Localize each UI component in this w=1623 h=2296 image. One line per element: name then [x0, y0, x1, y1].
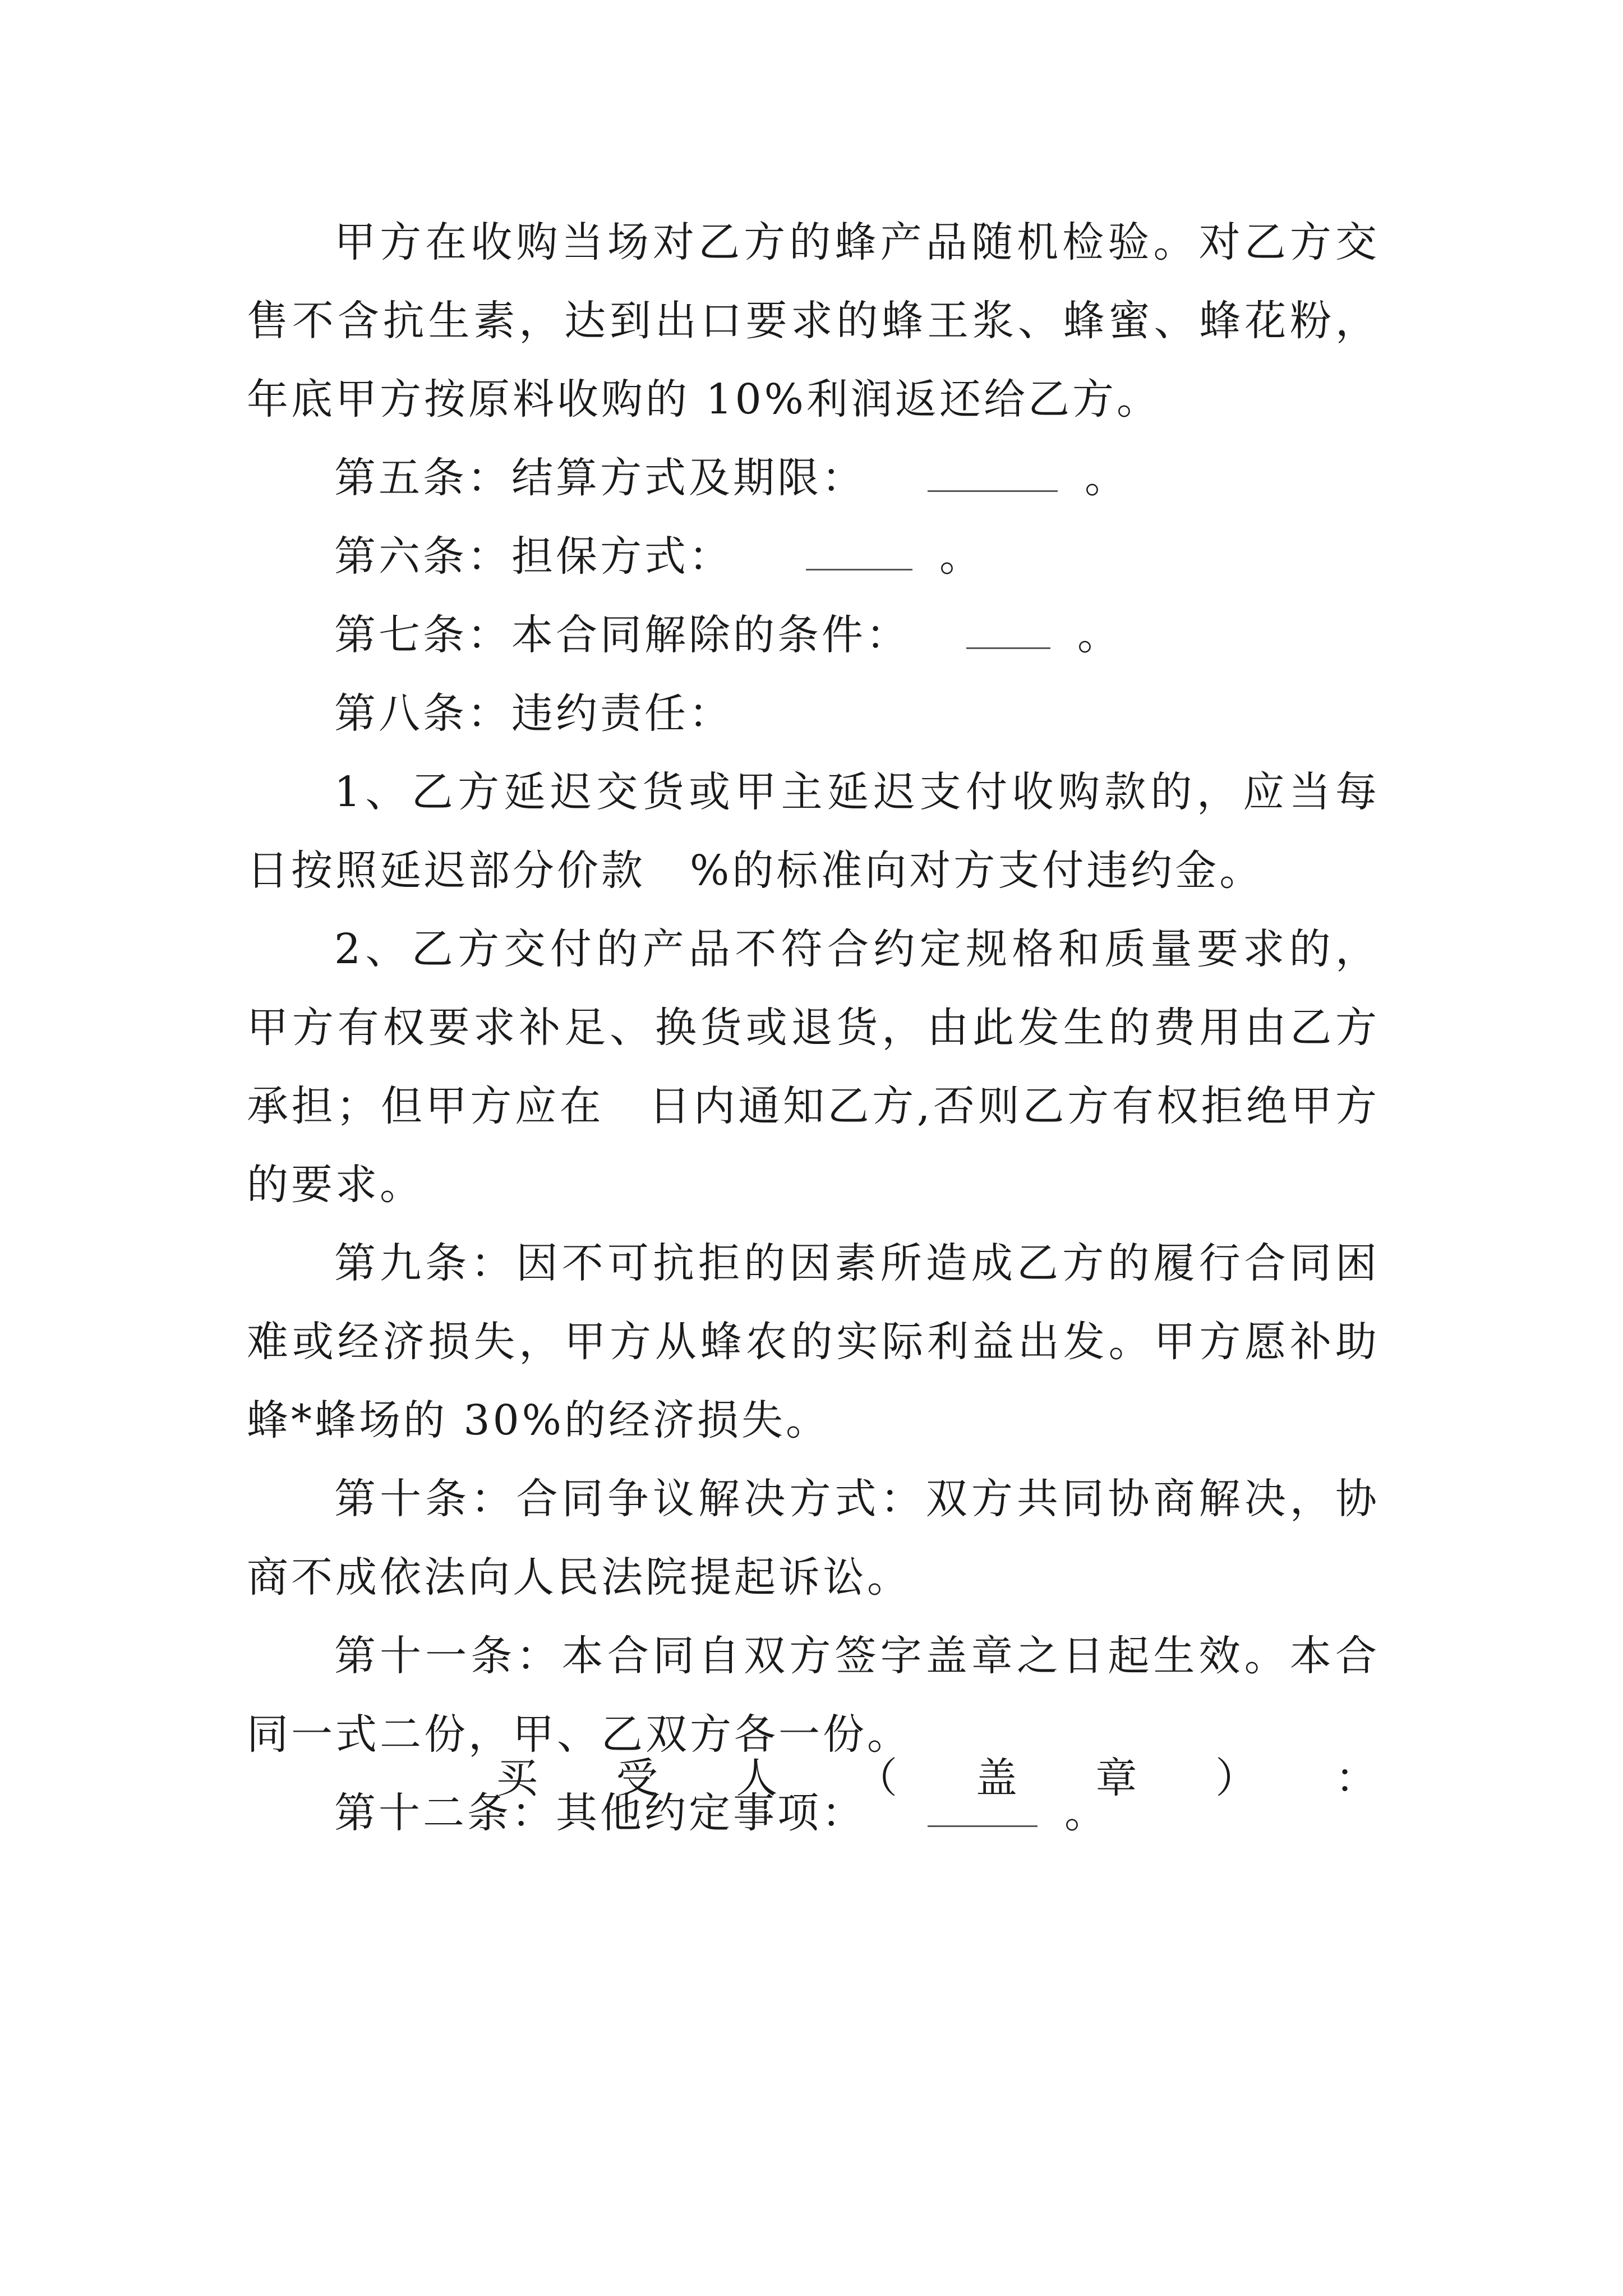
paragraph-quality-inspection: 甲方在收购当场对乙方的蜂产品随机检验。对乙方交售不含抗生素，达到出口要求的蜂王浆、蜂蜜、蜂花粉，年底甲方按原料收购的 10%利润返还给乙方。 [247, 218, 1380, 424]
liability-clause-1: 1、乙方延迟交货或甲主延迟支付收购款的，应当每日按照延迟部分价款 %的标准向对方支付违约金。 [247, 768, 1380, 895]
article-5-label: 第五条：结算方式及期限： [334, 454, 866, 502]
article-7-period: 。 [1077, 611, 1122, 659]
article-10-dispute: 第十条：合同争议解决方式：双方共同协商解决，协商不成依法向人民法院提起诉讼。 [247, 1475, 1380, 1602]
contract-body [247, 203, 1380, 1852]
termination-blank-field [966, 615, 1050, 649]
seal-char: ： [1335, 1754, 1377, 1802]
article-6-guarantee [247, 517, 1380, 596]
settlement-blank-field [928, 458, 1058, 492]
seal-char: 人 [736, 1754, 778, 1802]
guarantee-blank-field [806, 536, 912, 570]
article-8-liability: 第八条：违约责任： [334, 689, 733, 738]
article-7-termination [247, 596, 1380, 674]
article-6-label: 第六条：担保方式： [334, 532, 733, 581]
seal-char: ） [1215, 1754, 1257, 1802]
buyer-seal-line [496, 1739, 1377, 1818]
article-12-period: 。 [1064, 1789, 1109, 1837]
article-11-effect: 第十一条：本合同自双方签字盖章之日起生效。本合同一式二份，甲、乙双方各一份。 [247, 1632, 1380, 1759]
seal-char: 买 [496, 1754, 538, 1802]
article-7-label: 第七条：本合同解除的条件： [334, 611, 910, 659]
liability-clause-2: 2、乙方交付的产品不符合约定规格和质量要求的，甲方有权要求补足、换货或退货，由此发生的费用由乙方承担；但甲方应在 日内通知乙方,否则乙方有权拒绝甲方的要求。 [247, 925, 1380, 1209]
article-5-settlement [247, 439, 1380, 517]
article-5-period: 。 [1085, 454, 1129, 502]
seal-char: 受 [616, 1754, 658, 1802]
article-6-period: 。 [939, 532, 984, 581]
seal-char: （ [856, 1754, 898, 1802]
article-12-label: 第十二条：其他约定事项： [334, 1789, 866, 1837]
article-9-force-majeure: 第九条：因不可抗拒的因素所造成乙方的履行合同困难或经济损失，甲方从蜂农的实际利益出发。甲方愿补助蜂*蜂场的 30%的经济损失。 [247, 1239, 1380, 1444]
seal-char: 章 [1095, 1754, 1137, 1802]
seal-char: 盖 [975, 1754, 1017, 1802]
